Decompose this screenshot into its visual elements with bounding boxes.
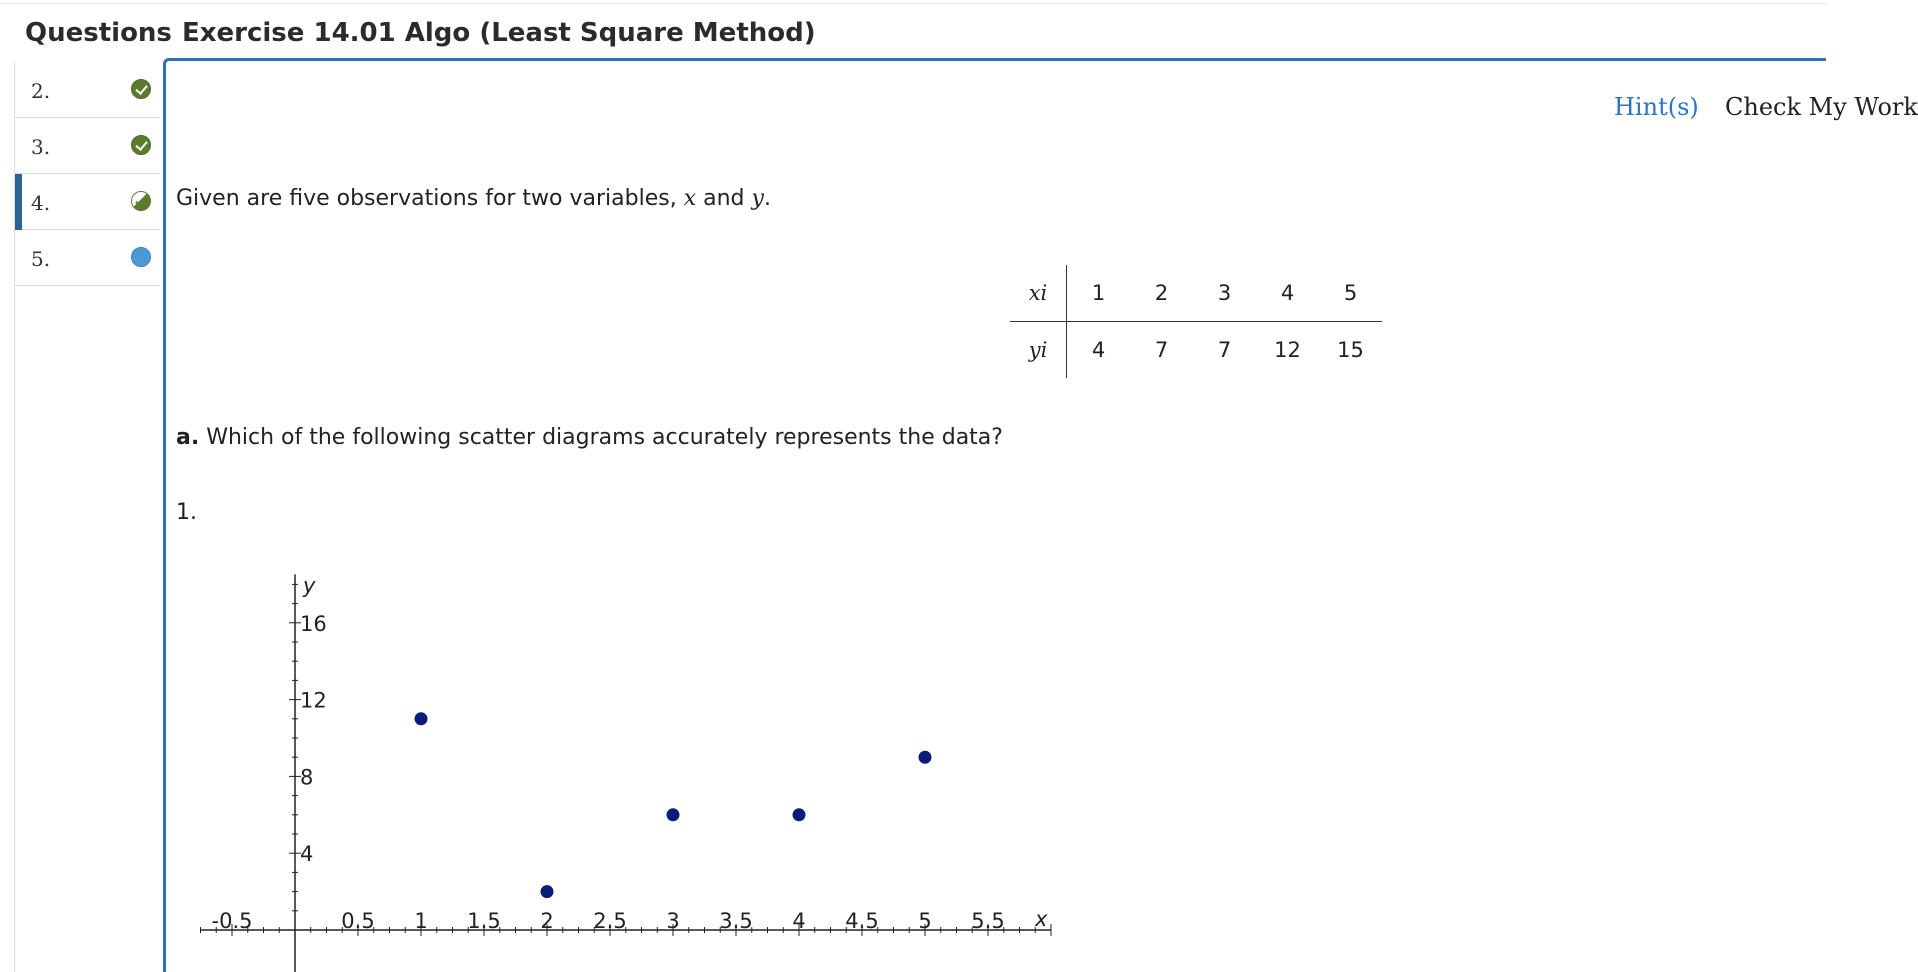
x-axis-label: x xyxy=(1035,907,1048,931)
y-tick-label: 16 xyxy=(300,611,327,636)
table-cell: 7 xyxy=(1217,338,1232,362)
data-point xyxy=(541,885,554,898)
x-tick-label: 3 xyxy=(666,909,680,933)
table-cell: 1 xyxy=(1067,265,1131,322)
y-header: yi xyxy=(1010,322,1067,379)
math-var-y: y xyxy=(751,186,764,211)
table-cell: 5 xyxy=(1319,265,1382,322)
table-cell: 12 xyxy=(1274,338,1301,362)
y-axis-label: y xyxy=(303,573,316,598)
not-started-dot-icon xyxy=(131,247,151,267)
x-tick-label: 2.5 xyxy=(593,909,627,933)
x-tick-label: 4.5 xyxy=(845,909,879,933)
option-number: 1. xyxy=(176,500,197,525)
y-tick-label: 8 xyxy=(300,765,314,790)
question-number: 3. xyxy=(31,135,51,159)
complete-check-icon xyxy=(131,79,151,99)
question-number: 2. xyxy=(31,79,51,103)
question-number: 5. xyxy=(31,247,51,271)
x-tick-label: 1.5 xyxy=(467,909,501,933)
questions-heading: Questions xyxy=(25,18,172,48)
x-tick-label: 2 xyxy=(540,909,554,933)
exercise-title: Exercise 14.01 Algo (Least Square Method) xyxy=(182,18,816,48)
sidebar-item-question-5[interactable] xyxy=(15,230,160,286)
question-number: 4. xyxy=(31,191,51,215)
sidebar-item-question-3[interactable] xyxy=(15,118,160,174)
sidebar-item-question-4[interactable] xyxy=(15,174,160,230)
table-cell: 2 xyxy=(1130,265,1193,322)
partial-check-icon xyxy=(131,191,151,211)
x-tick-label: 0.5 xyxy=(341,909,375,933)
complete-check-icon xyxy=(131,135,151,155)
table-cell: 7 xyxy=(1154,338,1169,362)
y-tick-label: 12 xyxy=(300,688,327,713)
x-tick-label: 5.5 xyxy=(971,909,1005,933)
prompt-end: . xyxy=(763,186,771,211)
data-point xyxy=(415,712,428,725)
observations-table xyxy=(1010,265,1382,378)
part-a-label: a. xyxy=(176,425,200,450)
question-sidebar xyxy=(14,62,160,972)
x-tick-label: -0.5 xyxy=(211,909,253,933)
y-tick-label: 4 xyxy=(300,842,314,867)
table-cell: 4 xyxy=(1091,338,1106,362)
sidebar-item-question-2[interactable] xyxy=(15,62,160,118)
x-tick-label: 4 xyxy=(792,909,806,933)
prompt-text: Given are five observations for two variables, xyxy=(176,186,684,211)
top-rule xyxy=(0,3,1826,4)
table-row-x xyxy=(1010,265,1382,322)
hint-link[interactable]: Hint(s) xyxy=(1614,93,1699,121)
part-a-question xyxy=(176,425,1003,450)
table-cell: 4 xyxy=(1256,265,1319,322)
question-prompt xyxy=(176,186,771,211)
active-indicator xyxy=(15,174,22,230)
x-tick-label: 1 xyxy=(414,909,428,933)
data-point xyxy=(919,751,932,764)
scatter-plot xyxy=(180,540,1080,972)
x-tick-label: 5 xyxy=(918,909,932,933)
part-a-text: Which of the following scatter diagrams accurately represents the data? xyxy=(199,425,1003,450)
table-row-y xyxy=(1010,322,1382,379)
data-point xyxy=(667,808,680,821)
math-var-x: x xyxy=(683,186,697,211)
prompt-and: and xyxy=(696,186,752,211)
data-point xyxy=(793,808,806,821)
table-cell: 3 xyxy=(1193,265,1256,322)
x-tick-label: 3.5 xyxy=(719,909,753,933)
check-my-work-button[interactable]: Check My Work xyxy=(1725,93,1918,121)
x-header: xi xyxy=(1010,265,1067,322)
table-cell: 15 xyxy=(1337,338,1364,362)
